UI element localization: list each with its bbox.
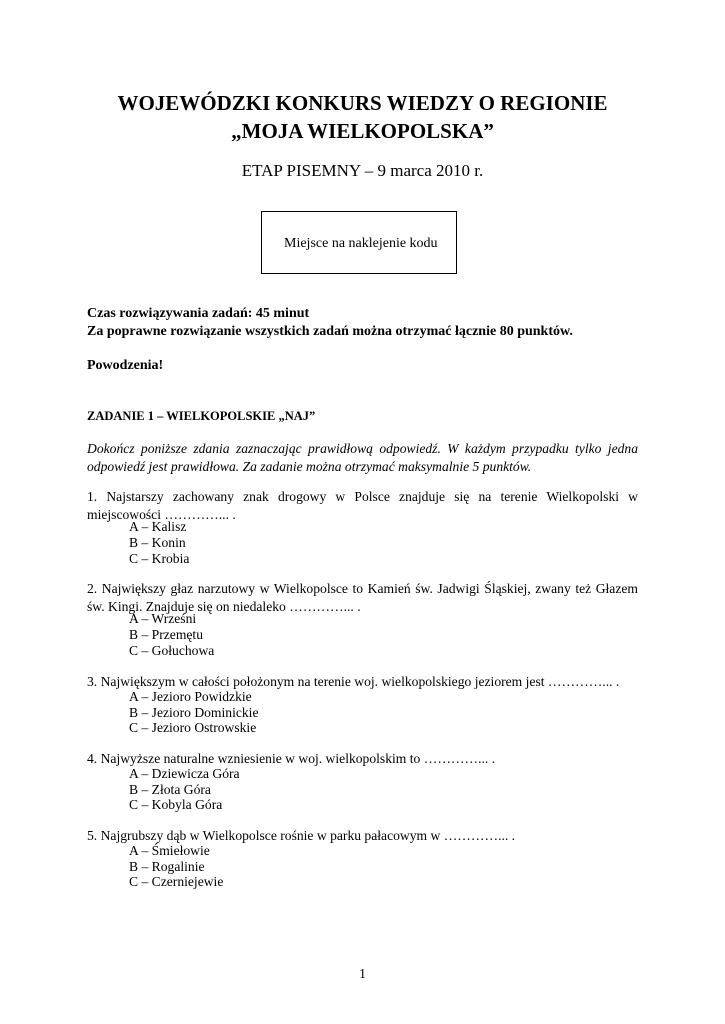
question-1-option-c: C – Krobia: [129, 551, 190, 566]
question-3-option-a: A – Jezioro Powidzkie: [129, 689, 252, 704]
question-5-option-b: B – Rogalinie: [129, 859, 205, 874]
exam-stage-date: ETAP PISEMNY – 9 marca 2010 r.: [241, 161, 484, 180]
code-sticker-box: [261, 211, 457, 274]
question-3-option-b: B – Jezioro Dominickie: [129, 705, 259, 720]
page-number: 1: [359, 966, 366, 981]
question-3-text: 3. Największym w całości położonym na terenie woj. wielkopolskiego jeziorem jest …………... .: [87, 674, 620, 689]
total-points-text: Za poprawne rozwiązanie wszystkich zadań można otrzymać łącznie 80 punktów.: [87, 324, 573, 339]
document-title-line-1: WOJEWÓDZKI KONKURS WIEDZY O REGIONIE: [117, 91, 608, 115]
document-title-line-2: „MOJA WIELKOPOLSKA”: [231, 119, 494, 143]
question-4-option-b: B – Złota Góra: [129, 782, 211, 797]
question-1-option-b: B – Konin: [129, 535, 186, 550]
question-2-option-c: C – Gołuchowa: [129, 643, 215, 658]
task-1-instructions: Dokończ poniższe zdania zaznaczając prawidłową odpowiedź. W każdym przypadku tylko jedna odpowiedź jest prawidłowa. Za zadanie można otrzymać maksymalnie 5 punktów.: [87, 441, 638, 474]
question-4-text: 4. Najwyższe naturalne wzniesienie w woj. wielkopolskim to …………... .: [87, 751, 496, 766]
question-2-option-a: A – Wrześni: [129, 611, 197, 626]
question-2-option-b: B – Przemętu: [129, 627, 203, 642]
question-5-option-c: C – Czerniejewie: [129, 874, 224, 889]
question-5-text: 5. Najgrubszy dąb w Wielkopolsce rośnie w parku pałacowym w …………... .: [87, 828, 516, 843]
code-sticker-label: Miejsce na naklejenie kodu: [284, 236, 438, 251]
question-4-option-a: A – Dziewicza Góra: [129, 766, 240, 781]
task-1-title: ZADANIE 1 – WIELKOPOLSKIE „NAJ”: [87, 409, 316, 423]
question-1-option-a: A – Kalisz: [129, 519, 187, 534]
question-1-text: 1. Najstarszy zachowany znak drogowy w Polsce znajduje się na terenie Wielkopolski w miejscowości …………... .: [87, 489, 638, 522]
question-4-option-c: C – Kobyla Góra: [129, 797, 223, 812]
good-luck-text: Powodzenia!: [87, 358, 164, 373]
time-limit-text: Czas rozwiązywania zadań: 45 minut: [87, 306, 310, 321]
question-2-text: 2. Największy głaz narzutowy w Wielkopolsce to Kamień św. Jadwigi Śląskiej, zwany też Głazem św. Kingi. Znajduje się on niedaleko …………... .: [87, 581, 638, 614]
question-5-option-a: A – Śmiełowie: [129, 843, 210, 858]
question-3-option-c: C – Jezioro Ostrowskie: [129, 720, 257, 735]
